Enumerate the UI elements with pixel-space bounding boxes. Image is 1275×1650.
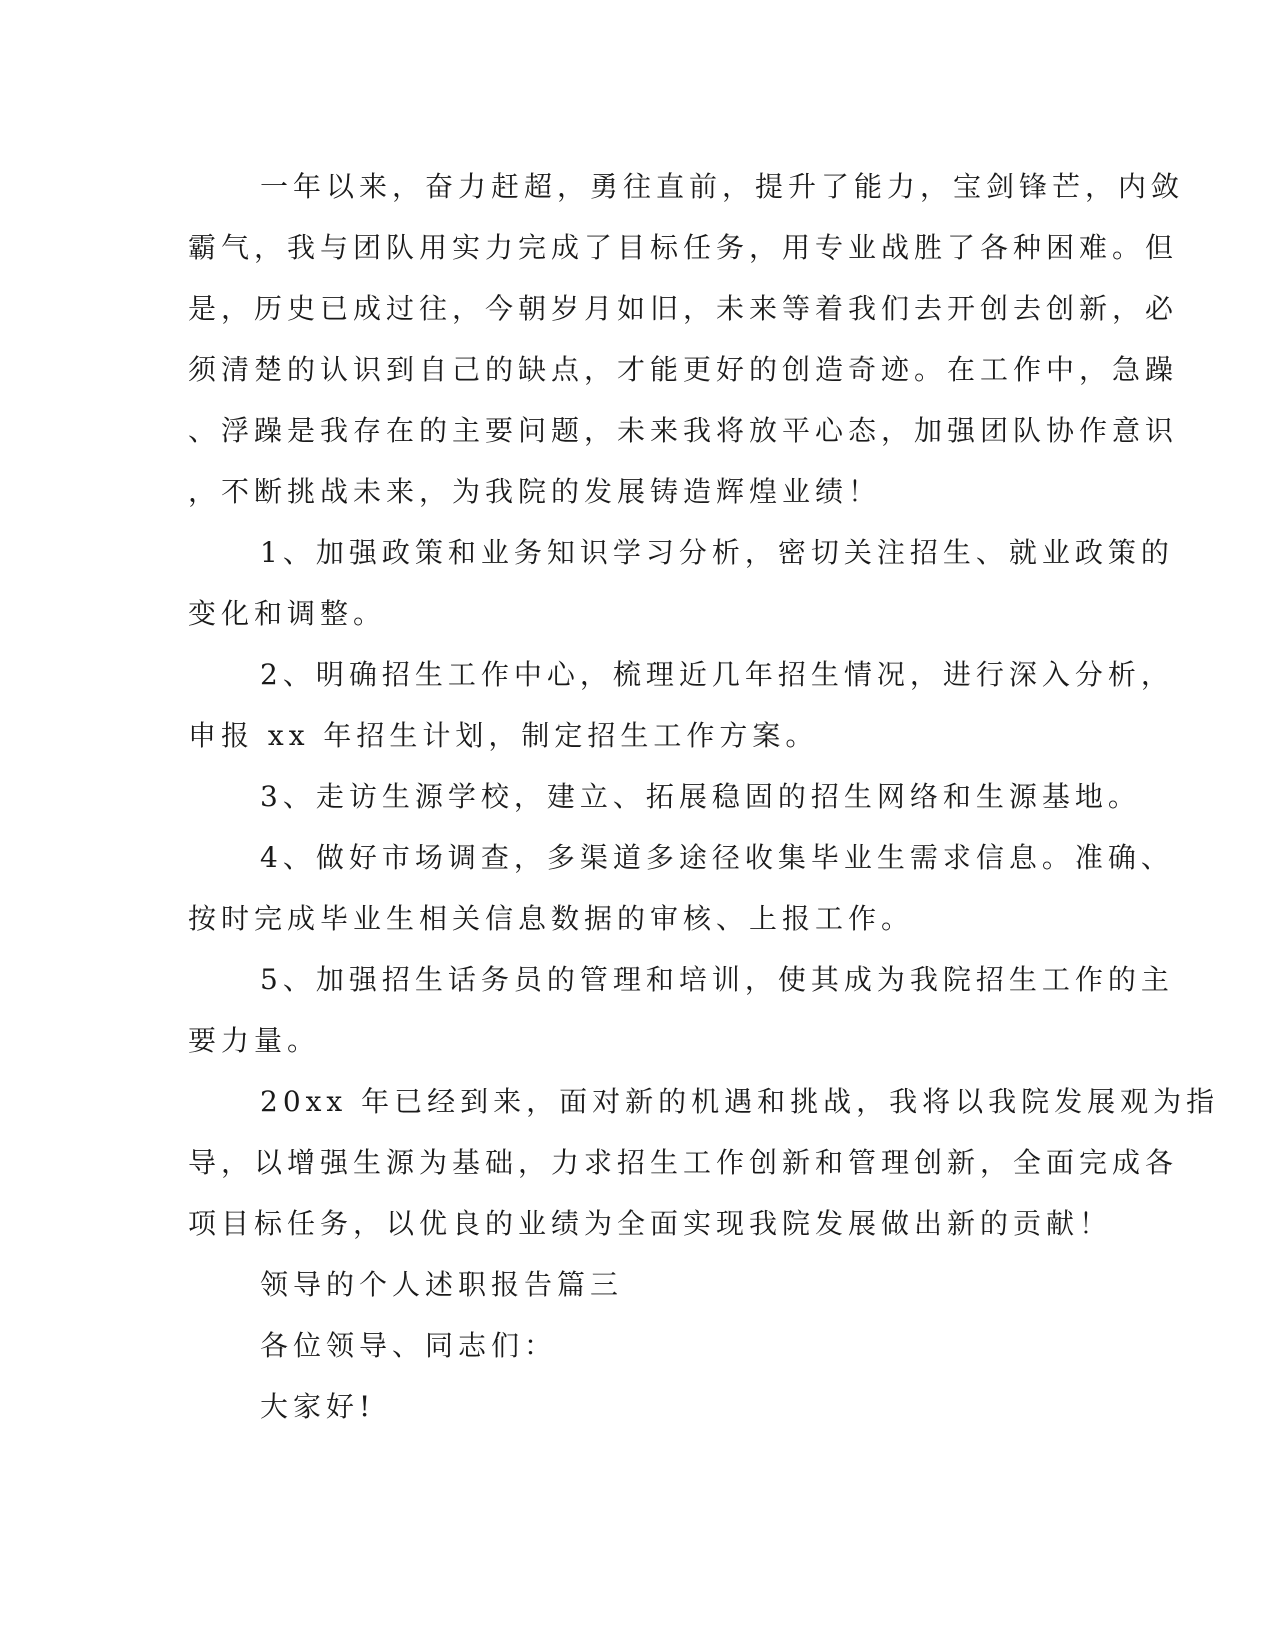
list-item-line: 按时完成毕业生相关信息数据的审核、上报工作。 — [188, 902, 915, 935]
list-item-line: 1、加强政策和业务知识学习分析，密切关注招生、就业政策的 — [260, 536, 1174, 569]
list-item-line: 5、加强招生话务员的管理和培训，使其成为我院招生工作的主 — [260, 963, 1174, 996]
paragraph-line: 20xx 年已经到来，面对新的机遇和挑战，我将以我院发展观为指 — [260, 1085, 1220, 1118]
paragraph-line: 霸气，我与团队用实力完成了目标任务，用专业战胜了各种困难。但 — [188, 231, 1179, 264]
section-heading: 领导的个人述职报告篇三 — [260, 1268, 624, 1301]
paragraph-line: 是，历史已成过往，今朝岁月如旧，未来等着我们去开创去创新，必 — [188, 292, 1179, 325]
paragraph-line: 须清楚的认识到自己的缺点，才能更好的创造奇迹。在工作中，急躁 — [188, 353, 1179, 386]
paragraph-line: 一年以来，奋力赶超，勇往直前，提升了能力，宝剑锋芒，内敛 — [260, 170, 1185, 203]
paragraph-line: 项目标任务，以优良的业绩为全面实现我院发展做出新的贡献！ — [188, 1207, 1113, 1240]
greeting: 大家好! — [260, 1390, 376, 1423]
list-item-line: 4、做好市场调查，多渠道多途径收集毕业生需求信息。准确、 — [260, 841, 1174, 874]
paragraph-line: 导，以增强生源为基础，力求招生工作创新和管理创新，全面完成各 — [188, 1146, 1179, 1179]
list-item-line: 2、明确招生工作中心，梳理近几年招生情况，进行深入分析， — [260, 658, 1174, 691]
list-item-line: 申报 xx 年招生计划，制定招生工作方案。 — [188, 719, 819, 752]
list-item-line: 要力量。 — [188, 1024, 321, 1057]
list-item-line: 变化和调整。 — [188, 597, 387, 630]
paragraph-line: 、浮躁是我存在的主要问题，未来我将放平心态，加强团队协作意识 — [188, 414, 1179, 447]
list-item-line: 3、走访生源学校，建立、拓展稳固的招生网络和生源基地。 — [260, 780, 1141, 813]
salutation: 各位领导、同志们： — [260, 1329, 558, 1362]
document-body — [188, 156, 1220, 1437]
paragraph-line: ，不断挑战未来，为我院的发展铸造辉煌业绩！ — [188, 475, 882, 508]
